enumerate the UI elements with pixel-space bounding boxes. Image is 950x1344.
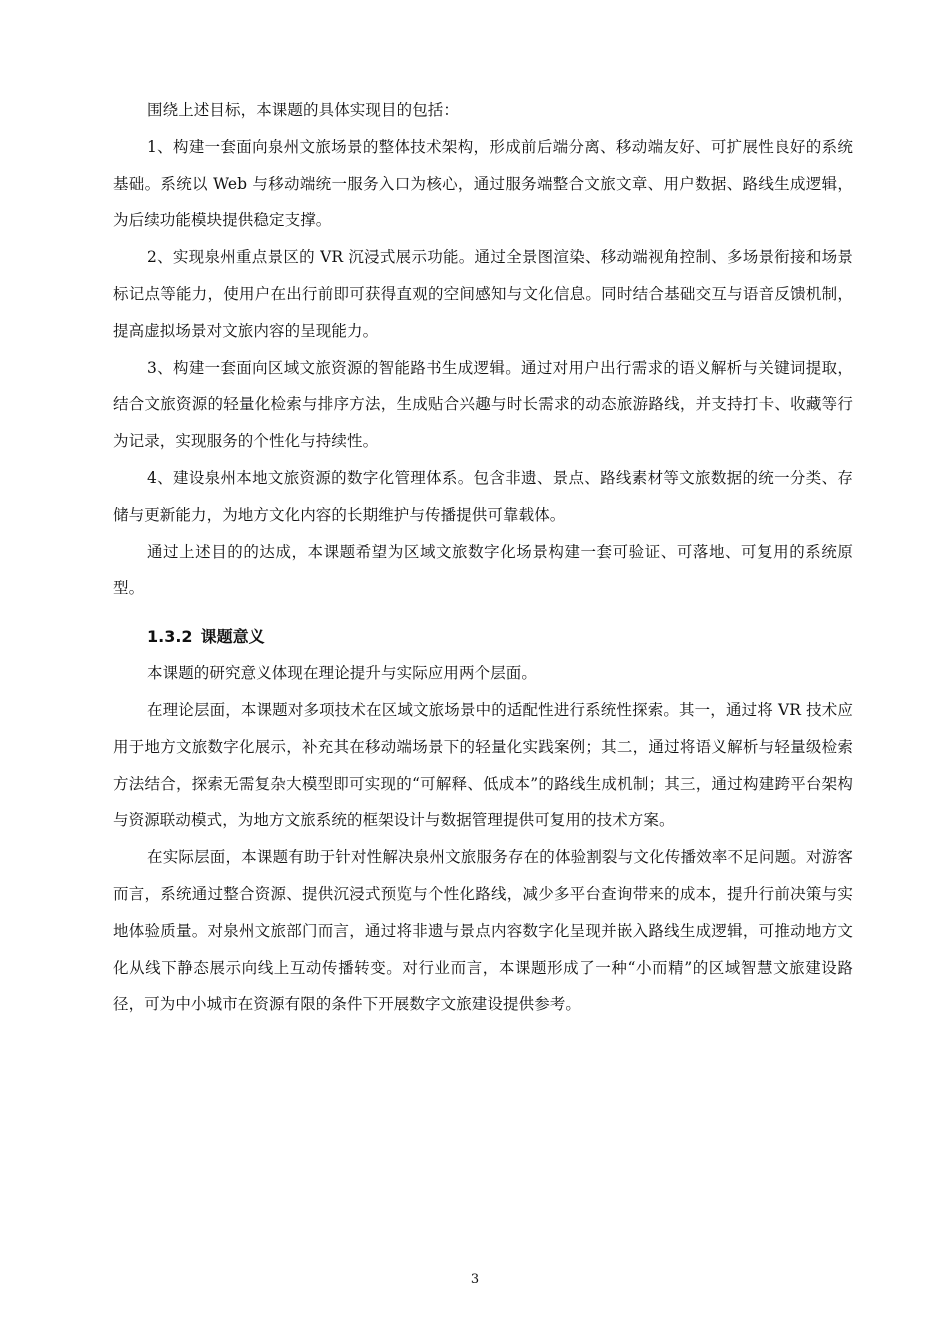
page-number: 3 xyxy=(470,1272,480,1287)
paragraph-goal-4: 4、建设泉州本地文旅资源的数字化管理体系。包含非遗、景点、路线素材等文旅数据的统一分类、存储与更新能力，为地方文化内容的长期维护与传播提供可靠载体。 xyxy=(113,468,853,524)
paragraph-goal-summary: 通过上述目的的达成，本课题希望为区域文旅数字化场景构建一套可验证、可落地、可复用的系统原型。 xyxy=(113,542,853,598)
paragraph-goal-1: 1、构建一套面向泉州文旅场景的整体技术架构，形成前后端分离、移动端友好、可扩展性良好的系统基础。系统以 Web 与移动端统一服务入口为核心，通过服务端整合文旅文章、用户数据、路线生成逻辑，为后续功能模块提供稳定支撑。 xyxy=(113,137,853,230)
paragraph-intro: 围绕上述目标，本课题的具体实现目的包括： xyxy=(147,101,460,119)
paragraph-theory: 在理论层面，本课题对多项技术在区域文旅场景中的适配性进行系统性探索。其一，通过将 VR 技术应用于地方文旅数字化展示，补充其在移动端场景下的轻量化实践案例；其二，通过将语义解析与轻量级检索方法结合，探索无需复杂大模型即可实现的“可解释、低成本”的路线生成机制；其三，通过构建跨平台架构与资源联动模式，为地方文旅系统的框架设计与数据管理提供可复用的技术方案。 xyxy=(113,700,853,830)
paragraph-significance-intro: 本课题的研究意义体现在理论提升与实际应用两个层面。 xyxy=(147,664,538,683)
paragraph-goal-2: 2、实现泉州重点景区的 VR 沉浸式展示功能。通过全景图渲染、移动端视角控制、多场景衔接和场景标记点等能力，使用户在出行前即可获得直观的空间感知与文化信息。同时结合基础交互与语音反馈机制，提高虚拟场景对文旅内容的呈现能力。 xyxy=(113,248,853,340)
section-number: 1.3.2 xyxy=(147,627,193,647)
section-heading xyxy=(113,619,853,655)
paragraph-practice: 在实际层面，本课题有助于针对性解决泉州文旅服务存在的体验割裂与文化传播效率不足问题。对游客而言，系统通过整合资源、提供沉浸式预览与个性化路线，减少多平台查询带来的成本，提升行前决策与实地体验质量。对泉州文旅部门而言，通过将非遗与景点内容数字化呈现并嵌入路线生成逻辑，可推动地方文化从线下静态展示向线上互动传播转变。对行业而言，本课题形成了一种“小而精”的区域智慧文旅建设路径，可为中小城市在资源有限的条件下开展数字文旅建设提供参考。 xyxy=(113,848,853,1014)
page-body xyxy=(113,92,853,1023)
section-title: 课题意义 xyxy=(200,627,265,647)
paragraph-goal-3: 3、构建一套面向区域文旅资源的智能路书生成逻辑。通过对用户出行需求的语义解析与关键词提取，结合文旅资源的轻量化检索与排序方法，生成贴合兴趣与时长需求的动态旅游路线，并支持打卡、收藏等行为记录，实现服务的个性化与持续性。 xyxy=(113,358,853,451)
